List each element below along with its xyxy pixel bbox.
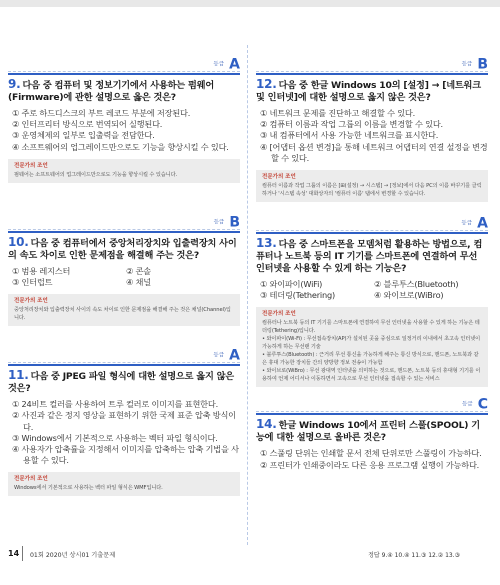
tip-body: 펌웨어는 소프트웨어의 업그레이드만으로도 기능을 향상시킬 수 있습니다. [14, 171, 178, 178]
option-2[interactable]: ② 블루투스(Bluetooth) [374, 279, 459, 290]
option-3[interactable]: ③ 인터럽트 [12, 277, 53, 288]
option-2[interactable]: ② 컴퓨터 이름과 작업 그룹의 이름을 변경할 수 있다. [260, 119, 443, 130]
exam-title: 01회 2020년 상시01 기출문제 [30, 552, 116, 559]
question-text [8, 369, 240, 395]
grade-letter: A [477, 215, 488, 232]
expert-tip [8, 472, 240, 496]
grade-badge [256, 216, 488, 231]
grade-letter: A [229, 56, 240, 73]
grade-letter: B [229, 214, 240, 231]
grade-badge [8, 215, 240, 230]
question-number: 10. [8, 234, 29, 249]
tip-item: • 와이브로(WiBro) : 무선 광대역 인터넷을 의미하는 것으로, 핸드폰, 노트북 등의 휴대형 기기를 이용하여 언제 어디서나 이동하면서 고속으로 무선 인터넷을 접속할 수 있는 서비스 [262, 368, 481, 383]
question-number: 13. [256, 236, 277, 251]
question-stem: 다음 중 한글 Windows 10의 [설정] → [네트워크 및 인터넷]에 대한 설명으로 옳지 않은 것은? [256, 80, 481, 103]
tip-title: 전문가의 조언 [262, 311, 296, 318]
expert-tip [256, 307, 488, 387]
option-1[interactable]: ① 와이파이(WiFi) [260, 279, 323, 290]
tip-title: 전문가의 조언 [262, 174, 296, 181]
option-1[interactable]: ① 범용 레지스터 [12, 265, 71, 276]
question-number: 12. [256, 77, 277, 91]
tip-body: 중앙처리장치와 입출력장치 사이의 속도 차이로 인한 문제점을 해결해 주는 것은 채널(Channel)입니다. [14, 307, 231, 322]
tip-title: 전문가의 조언 [14, 298, 48, 305]
expert-tip [8, 294, 240, 326]
question-14 [256, 397, 488, 470]
question-stem: 다음 중 컴퓨터에서 중앙처리장치와 입출력장치 사이의 속도 차이로 인한 문제점을 해결해 주는 것은? [8, 237, 237, 261]
option-3[interactable]: ③ 테더링(Tethering) [260, 290, 335, 301]
option-4[interactable]: ④ [어댑터 옵션 변경]을 통해 네트워크 어댑터의 연결 설정을 변경할 수 있다. [260, 141, 488, 163]
option-3[interactable]: ③ 내 컴퓨터에서 사용 가능한 네트워크를 표시한다. [260, 130, 439, 141]
expert-tip [256, 170, 488, 202]
expert-tip [8, 159, 240, 183]
grade-letter: B [477, 56, 488, 73]
question-number: 9. [8, 77, 21, 91]
tip-body: Windows에서 기본적으로 사용하는 벡터 파일 형식은 WMF입니다. [14, 485, 163, 492]
question-11 [8, 348, 240, 496]
tip-body: 컴퓨터 이름과 작업 그룹의 이름은 [⊞(설정) → 시스템] → [정보]에서 다음 PC의 이름 바꾸기를 클릭하거나 '시스템 속성' 대화상자의 '컴퓨터 이름' 탭에서 변경할 수 있습니다. [262, 183, 482, 198]
grade-label: 등급 [461, 61, 473, 68]
grade-badge [8, 348, 240, 363]
question-text [256, 237, 488, 275]
question-number: 11. [8, 368, 29, 383]
grade-label: 등급 [461, 220, 473, 227]
question-number: 14. [256, 417, 277, 432]
option-1[interactable]: ① 네트워크 문제를 진단하고 해결할 수 있다. [260, 108, 416, 118]
question-text [256, 418, 488, 444]
tip-title: 전문가의 조언 [14, 476, 48, 483]
option-2[interactable]: ② 프린터가 인쇄중이라도 다른 응용 프로그램 실행이 가능하다. [260, 459, 480, 470]
question-stem: 다음 중 스마트폰을 모뎀처럼 활용하는 방법으로, 컴퓨터나 노트북 등의 IT 기기를 스마트폰에 연결하여 무선 인터넷을 사용할 수 있게 하는 기능은? [256, 239, 483, 275]
top-bar [0, 0, 500, 7]
option-3[interactable]: ③ 운영체제의 일부로 입출력을 전담한다. [12, 130, 155, 141]
grade-badge [256, 397, 488, 412]
option-4[interactable]: ④ 와이브로(WiBro) [374, 290, 444, 301]
option-4[interactable]: ④ 소프트웨어의 업그레이드만으로도 기능을 향상시킬 수 있다. [12, 141, 229, 152]
right-column [256, 57, 488, 471]
page-footer [0, 545, 500, 565]
grade-letter: A [229, 347, 240, 364]
grade-label: 등급 [461, 401, 473, 408]
option-3[interactable]: ③ Windows에서 기본적으로 사용하는 벡터 파일 형식이다. [12, 432, 218, 443]
grade-label: 등급 [213, 61, 225, 68]
option-2[interactable]: ② 인터프리터 방식으로 번역되어 실행된다. [12, 119, 163, 130]
page-number: 14 [8, 549, 20, 558]
grade-label: 등급 [213, 219, 225, 226]
question-12 [256, 57, 488, 202]
option-1[interactable]: ① 주로 하드디스크의 부트 레코드 부분에 저장된다. [12, 108, 191, 118]
option-2[interactable]: ② 콘솔 [126, 265, 151, 276]
tip-body: 컴퓨터나 노트북 등의 IT 기기를 스마트폰에 연결하여 무선 인터넷을 사용할 수 있게 하는 기능은 테더링(Tethering)입니다. [262, 320, 480, 335]
question-stem: 다음 중 컴퓨터 및 정보기기에서 사용하는 펌웨어(Firmware)에 관한 설명으로 옳은 것은? [8, 80, 215, 103]
question-stem: 다음 중 JPEG 파일 형식에 대한 설명으로 옳지 않은 것은? [8, 371, 234, 395]
option-2[interactable]: ② 사진과 같은 정지 영상을 표현하기 위한 국제 표준 압축 방식이다. [12, 410, 236, 432]
footer-separator [22, 546, 23, 561]
column-divider [247, 45, 248, 545]
left-column [8, 57, 240, 496]
option-4[interactable]: ④ 채널 [126, 277, 151, 288]
tip-item: • 와이파이(Wi-Fi) : 무선접속장치(AP)가 설치된 곳을 중심으로 일정거리 이내에서 초고속 인터넷이 가능하게 하는 무선랜 기술 [262, 336, 481, 351]
grade-badge [256, 57, 488, 72]
question-text [8, 78, 240, 104]
question-text [256, 78, 488, 104]
tip-title: 전문가의 조언 [14, 162, 48, 169]
option-4[interactable]: ④ 사용자가 압축률을 지정해서 이미지를 압축하는 압축 기법을 사용할 수 있다. [12, 444, 239, 466]
answer-key: 정답 9.④ 10.④ 11.③ 12.② 13.③ [368, 552, 460, 559]
grade-badge [8, 57, 240, 72]
question-10 [8, 215, 240, 326]
question-text [8, 236, 240, 262]
question-13 [256, 216, 488, 387]
question-stem: 한글 Windows 10에서 프린터 스풀(SPOOL) 기능에 대한 설명으로 올바른 것은? [256, 420, 480, 444]
option-1[interactable]: ① 스풀링 단위는 인쇄할 문서 전체 단위로만 스풀링이 가능하다. [260, 448, 482, 459]
grade-label: 등급 [213, 352, 225, 359]
option-1[interactable]: ① 24비트 컬러를 사용하여 트루 컬러로 이미지를 표현한다. [12, 399, 218, 410]
grade-letter: C [477, 396, 488, 413]
tip-item: • 블루투스(Bluetooth) : 근거리 무선 통신을 가능하게 해주는 통신 방식으로, 핸드폰, 노트북과 같은 휴대 가능한 장치들 간의 양방향 정보 전송이 가능함 [262, 352, 479, 367]
question-9 [8, 57, 240, 183]
